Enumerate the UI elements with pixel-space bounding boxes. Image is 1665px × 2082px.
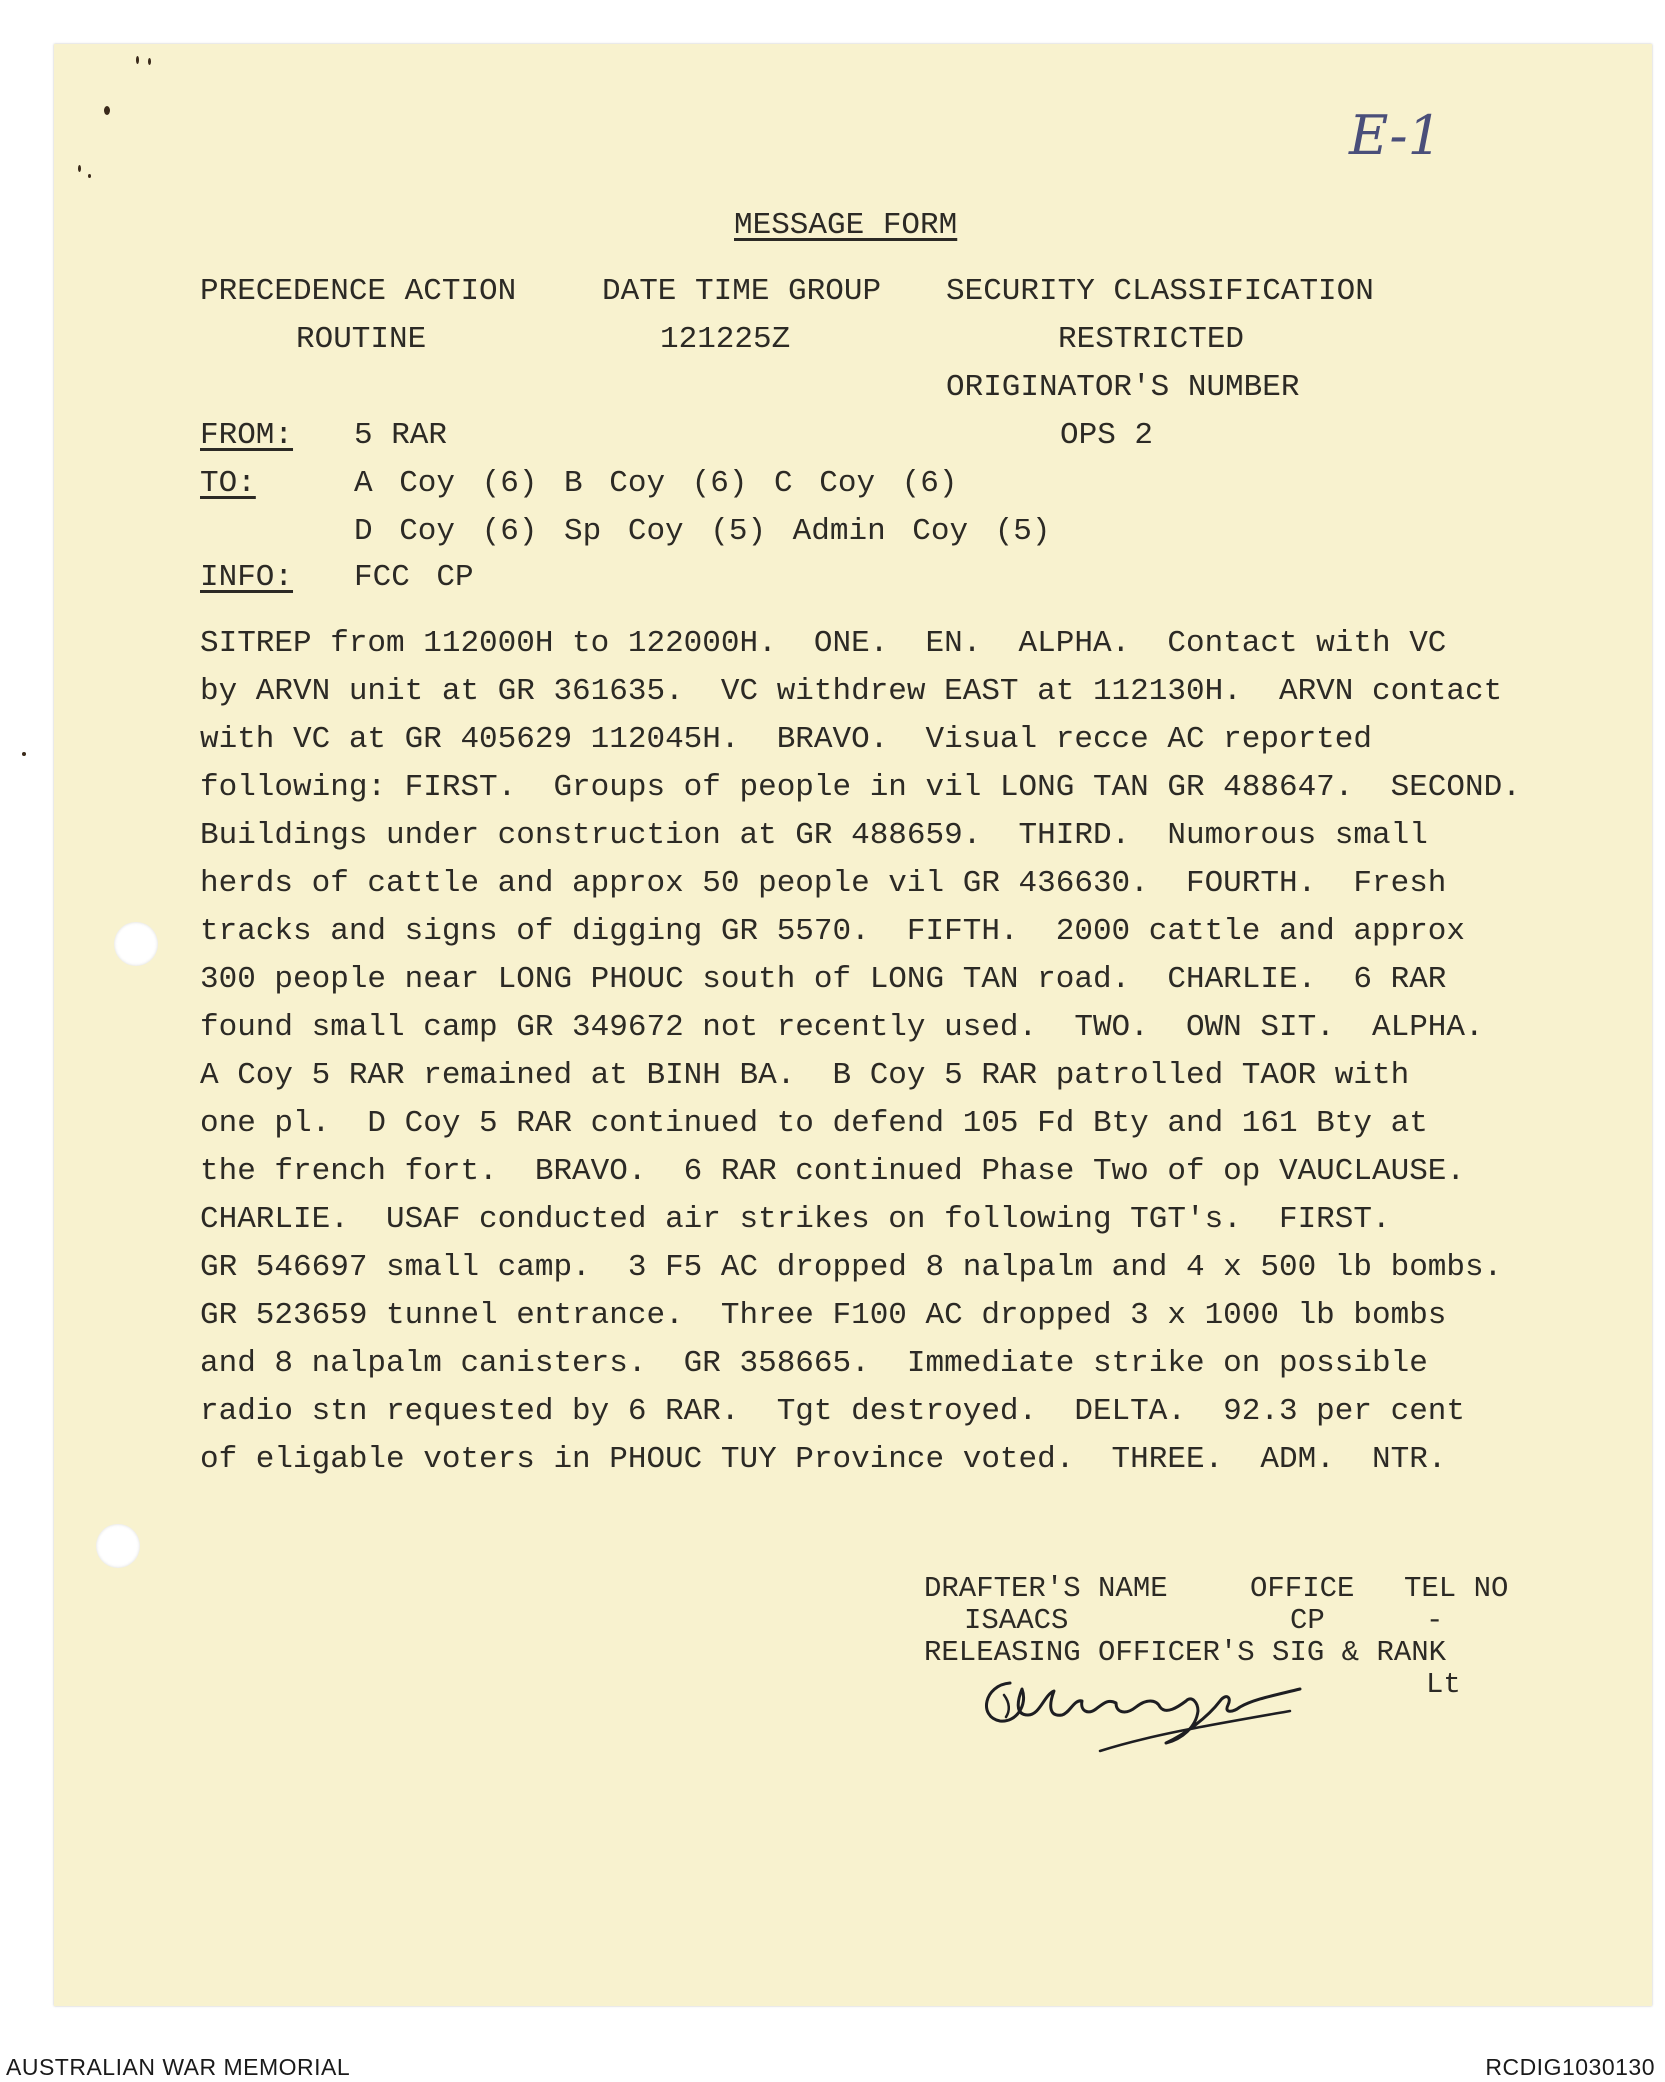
ink-speck <box>104 106 110 115</box>
ink-speck <box>136 56 139 64</box>
body-line: and 8 nalpalm canisters. GR 358665. Immediate strike on possible <box>200 1346 1428 1381</box>
body-line: found small camp GR 349672 not recently used. TWO. OWN SIT. ALPHA. <box>200 1010 1484 1045</box>
ink-speck <box>148 58 151 65</box>
footer-institution: AUSTRALIAN WAR MEMORIAL <box>6 2054 351 2080</box>
footer-reference-id: RCDIG1030130 <box>1485 2054 1655 2080</box>
info-label: INFO: <box>200 560 294 595</box>
body-line: of eligable voters in PHOUC TUY Province voted. THREE. ADM. NTR. <box>200 1442 1447 1477</box>
originator-label: ORIGINATOR'S NUMBER <box>946 370 1300 405</box>
body-line: Buildings under construction at GR 488659. THIRD. Numorous small <box>200 818 1428 853</box>
rank-value: Lt <box>1426 1668 1461 1701</box>
ink-speck <box>78 165 81 172</box>
dtg-value: 121225Z <box>660 322 791 357</box>
drafter-label: DRAFTER'S NAME <box>924 1572 1168 1605</box>
releasing-label: RELEASING OFFICER'S SIG & RANK <box>924 1636 1447 1669</box>
office-value: CP <box>1290 1604 1325 1637</box>
dtg-label: DATE TIME GROUP <box>602 274 882 309</box>
info-value: FCC CP <box>354 560 474 595</box>
office-label: OFFICE <box>1250 1572 1355 1605</box>
body-line: 300 people near LONG PHOUC south of LONG TAN road. CHARLIE. 6 RAR <box>200 962 1447 997</box>
ink-speck <box>22 752 26 756</box>
form-title: MESSAGE FORM <box>734 208 958 243</box>
ink-speck <box>88 174 91 178</box>
handwritten-note-e1 <box>1345 98 1475 178</box>
body-line: CHARLIE. USAF conducted air strikes on following TGT's. FIRST. <box>200 1202 1391 1237</box>
security-label: SECURITY CLASSIFICATION <box>946 274 1374 309</box>
drafter-value: ISAACS <box>964 1604 1069 1637</box>
body-line: by ARVN unit at GR 361635. VC withdrew EAST at 112130H. ARVN contact <box>200 674 1503 709</box>
body-line: GR 523659 tunnel entrance. Three F100 AC dropped 3 x 1000 lb bombs <box>200 1298 1447 1333</box>
tel-label: TEL NO <box>1404 1572 1509 1605</box>
security-value: RESTRICTED <box>1058 322 1245 357</box>
to-line-1: A Coy (6) B Coy (6) C Coy (6) <box>354 466 958 501</box>
tel-value: - <box>1426 1604 1444 1637</box>
from-value: 5 RAR <box>354 418 448 453</box>
officer-signature <box>970 1655 1310 1755</box>
body-line: with VC at GR 405629 112045H. BRAVO. Visual recce AC reported <box>200 722 1372 757</box>
body-line: herds of cattle and approx 50 people vil GR 436630. FOURTH. Fresh <box>200 866 1447 901</box>
body-line: A Coy 5 RAR remained at BINH BA. B Coy 5 RAR patrolled TAOR with <box>200 1058 1410 1093</box>
punch-hole <box>96 1524 140 1568</box>
from-label: FROM: <box>200 418 294 453</box>
body-line: radio stn requested by 6 RAR. Tgt destroyed. DELTA. 92.3 per cent <box>200 1394 1466 1429</box>
body-line: the french fort. BRAVO. 6 RAR continued Phase Two of op VAUCLAUSE. <box>200 1154 1466 1189</box>
handwritten-note-text: E-1 <box>1349 104 1443 167</box>
body-line: following: FIRST. Groups of people in vil LONG TAN GR 488647. SECOND. <box>200 770 1521 805</box>
body-line: tracks and signs of digging GR 5570. FIFTH. 2000 cattle and approx <box>200 914 1466 949</box>
punch-hole <box>114 922 158 966</box>
precedence-label: PRECEDENCE ACTION <box>200 274 517 309</box>
originator-value: OPS 2 <box>1060 418 1154 453</box>
precedence-value: ROUTINE <box>296 322 427 357</box>
to-line-2: D Coy (6) Sp Coy (5) Admin Coy (5) <box>354 514 1051 549</box>
body-line: SITREP from 112000H to 122000H. ONE. EN. ALPHA. Contact with VC <box>200 626 1447 661</box>
body-line: one pl. D Coy 5 RAR continued to defend 105 Fd Bty and 161 Bty at <box>200 1106 1428 1141</box>
body-line: GR 546697 small camp. 3 F5 AC dropped 8 nalpalm and 4 x 500 lb bombs. <box>200 1250 1503 1285</box>
to-label: TO: <box>200 466 256 501</box>
